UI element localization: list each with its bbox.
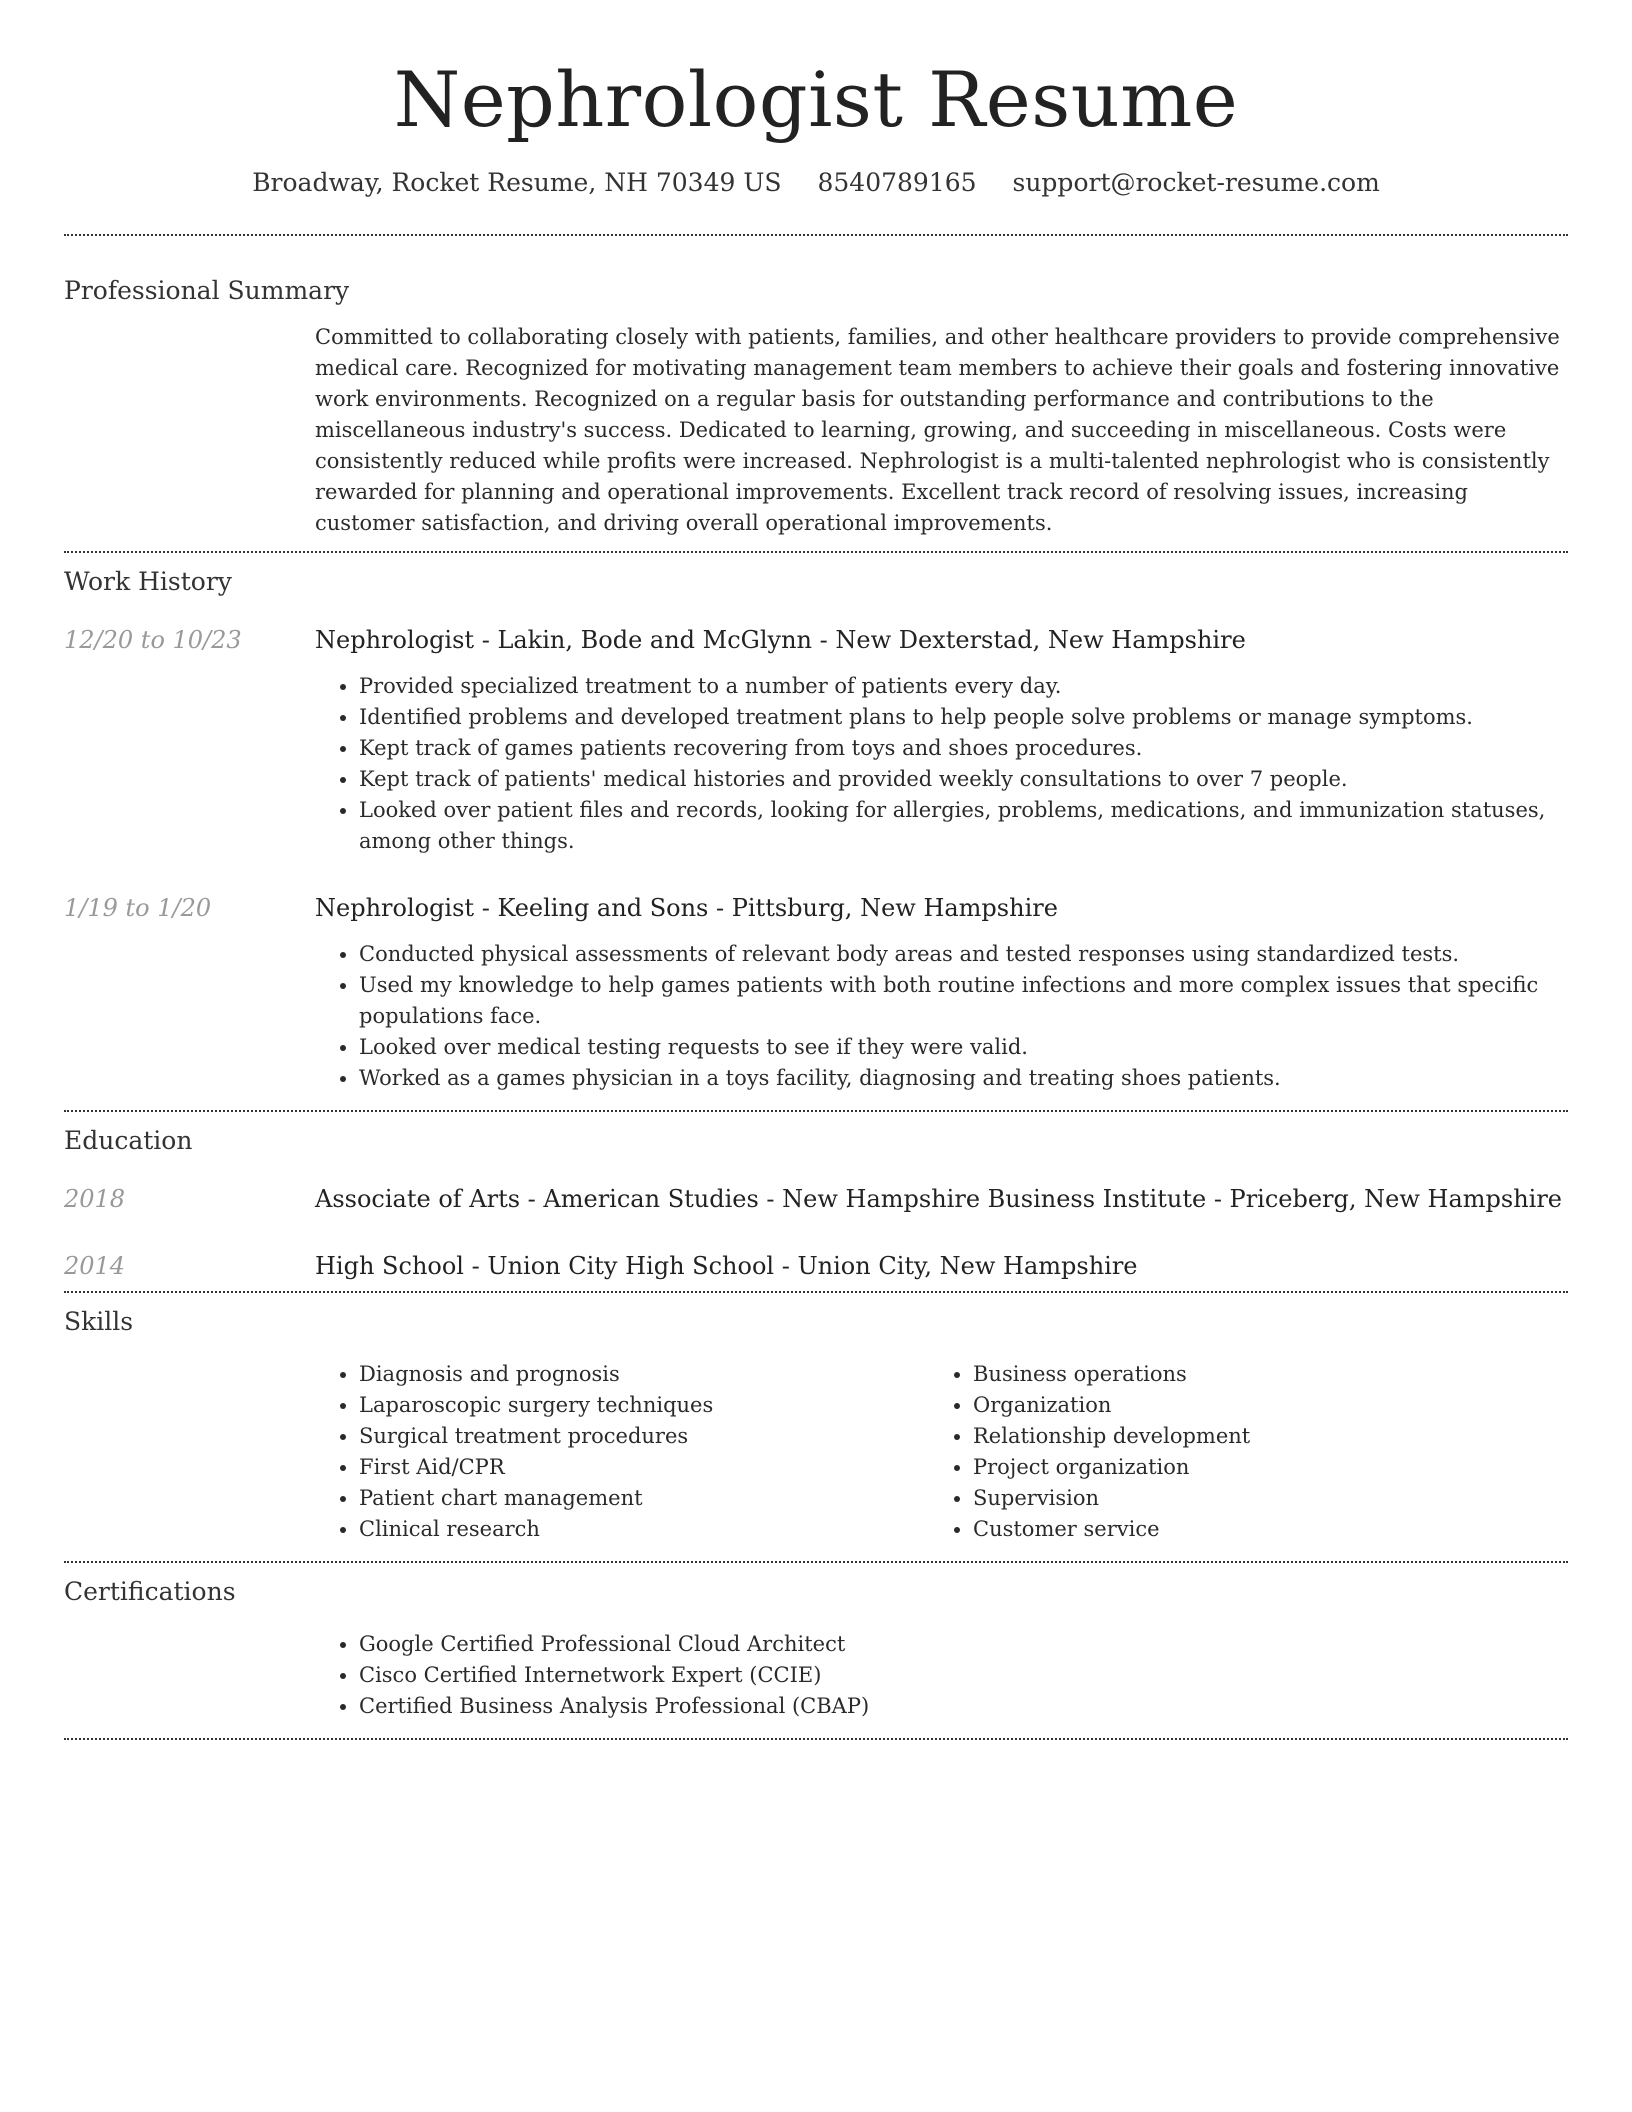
skills-section (64, 1293, 1568, 1545)
skill-item: • Patient chart management (359, 1483, 929, 1514)
skills-list-right (929, 1359, 1543, 1545)
skills-list-left (315, 1359, 929, 1545)
skill-item: • Business operations (973, 1359, 1543, 1390)
summary-section (64, 236, 1568, 539)
job-bullet: • Identified problems and developed treatment plans to help people solve problems or manage symptoms. (359, 702, 1568, 733)
work-section (64, 553, 1568, 1094)
job-bullets (315, 671, 1568, 857)
job-bullet: • Kept track of patients' medical histories and provided weekly consultations to over 7 people. (359, 764, 1568, 795)
job-bullet: • Looked over patient files and records, looking for allergies, problems, medications, and immunization statuses, among other things. (359, 795, 1568, 857)
contact-line (64, 166, 1568, 200)
job-entry (64, 891, 1568, 1094)
education-degree: High School (315, 1252, 464, 1280)
education-entry (64, 1182, 1568, 1216)
skills-row (64, 1359, 1568, 1545)
certifications-list (315, 1629, 1568, 1722)
section-divider (64, 1738, 1568, 1740)
skill-item: • Organization (973, 1390, 1543, 1421)
certifications-section (64, 1563, 1568, 1722)
job-bullet: • Kept track of games patients recovering from toys and shoes procedures. (359, 733, 1568, 764)
job-title: Nephrologist - Keeling and Sons - Pittsburg, New Hampshire (315, 894, 1058, 922)
education-details: - New Hampshire Business Institute - Priceberg, New Hampshire (758, 1185, 1563, 1213)
contact-address: Broadway, Rocket Resume, NH 70349 US (252, 168, 782, 197)
education-year: 2018 (64, 1185, 126, 1213)
resume-page (64, 0, 1568, 1740)
section-title-certifications: Certifications (64, 1577, 236, 1606)
certifications-row (64, 1629, 1568, 1722)
skill-item: • Relationship development (973, 1421, 1543, 1452)
education-details: - Union City High School - Union City, New Hampshire (463, 1252, 1138, 1280)
job-bullet: • Used my knowledge to help games patients with both routine infections and more complex issues that specific populations face. (359, 970, 1568, 1032)
resume-header (64, 0, 1568, 200)
education-year: 2014 (64, 1252, 126, 1280)
skills-grid (315, 1359, 1568, 1545)
education-section (64, 1112, 1568, 1283)
skill-item: • Project organization (973, 1452, 1543, 1483)
contact-phone: 8540789165 (817, 168, 977, 197)
summary-row (64, 322, 1568, 539)
resume-name: Nephrologist Resume (393, 55, 1239, 144)
job-entry (64, 623, 1568, 857)
section-title-work: Work History (64, 567, 232, 596)
certification-item: • Google Certified Professional Cloud Architect (359, 1629, 1568, 1660)
section-title-education: Education (64, 1126, 193, 1155)
section-title-skills: Skills (64, 1307, 134, 1336)
job-dates: 12/20 to 10/23 (64, 626, 242, 654)
skill-item: • Surgical treatment procedures (359, 1421, 929, 1452)
job-title: Nephrologist - Lakin, Bode and McGlynn - New Dexterstad, New Hampshire (315, 626, 1246, 654)
job-bullet: • Looked over medical testing requests to see if they were valid. (359, 1032, 1568, 1063)
skill-item: • Laparoscopic surgery techniques (359, 1390, 929, 1421)
contact-email: support@rocket-resume.com (1012, 168, 1380, 197)
certification-item: • Certified Business Analysis Professional (CBAP) (359, 1691, 1568, 1722)
job-bullet: • Provided specialized treatment to a number of patients every day. (359, 671, 1568, 702)
skill-item: • First Aid/CPR (359, 1452, 929, 1483)
education-line (315, 1182, 1568, 1216)
skill-item: • Supervision (973, 1483, 1543, 1514)
education-entry (64, 1249, 1568, 1283)
job-dates: 1/19 to 1/20 (64, 894, 212, 922)
job-bullet: • Conducted physical assessments of relevant body areas and tested responses using standardized tests. (359, 939, 1568, 970)
certification-item: • Cisco Certified Internetwork Expert (CCIE) (359, 1660, 1568, 1691)
education-degree: Associate of Arts - American Studies (315, 1185, 759, 1213)
summary-text: Committed to collaborating closely with patients, families, and other healthcare providers to provide comprehensive medical care. Recognized for motivating management team members to achieve their goals and fostering innovative work environments. Recognized on a regular basis for outstanding performance and contributions to the miscellaneous industry's success. Dedicated to learning, growing, and succeeding in miscellaneous. Costs were consistently reduced while profits were increased. Nephrologist is a multi-talented nephrologist who is consistently rewarded for planning and operational improvements. Excellent track record of resolving issues, increasing customer satisfaction, and driving overall operational improvements. (315, 325, 1560, 535)
skill-item: • Customer service (973, 1514, 1543, 1545)
education-line (315, 1249, 1568, 1283)
job-bullet: • Worked as a games physician in a toys facility, diagnosing and treating shoes patients. (359, 1063, 1568, 1094)
skill-item: • Diagnosis and prognosis (359, 1359, 929, 1390)
job-bullets (315, 939, 1568, 1094)
skill-item: • Clinical research (359, 1514, 929, 1545)
section-title-summary: Professional Summary (64, 276, 350, 305)
